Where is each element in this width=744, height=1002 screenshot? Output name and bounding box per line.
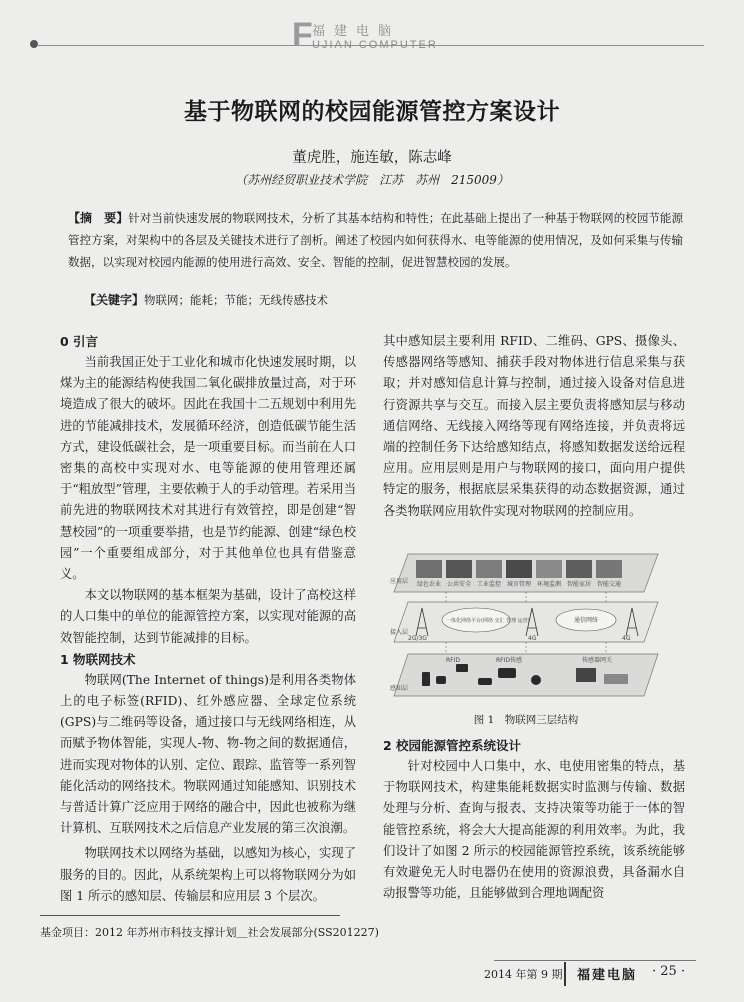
paper-title: 基于物联网的校园能源管控方案设计	[184, 99, 560, 125]
abstract-label: 【摘 要】	[68, 211, 129, 225]
journal-logo-letter: F	[292, 16, 313, 54]
application-thumbnails	[416, 560, 622, 578]
abstract	[68, 207, 683, 273]
app-thumbnail	[566, 560, 592, 578]
app-label: 环境监测	[537, 581, 562, 588]
device-icon	[478, 678, 492, 685]
figure-caption: 图 1 物联网三层结构	[473, 714, 579, 726]
app-thumbnail	[446, 560, 472, 578]
section-2-heading: 2 校园能源管控系统设计	[383, 738, 522, 753]
section-0-heading: 0 引言	[60, 334, 99, 349]
keywords-text: 物联网；能耗；节能；无线传感技术	[144, 293, 329, 307]
comm-network-label: 通信网络	[574, 617, 599, 624]
keywords	[84, 291, 684, 308]
issue-label: 2014 年第 9 期	[484, 968, 563, 981]
access-layer-label: 接入层	[390, 629, 409, 636]
device-icon	[498, 668, 516, 678]
network-platform-label: 一体化网络平台(网络 交汇 管理 运营)	[446, 618, 530, 624]
device-icon	[456, 664, 468, 672]
device-icon	[422, 672, 430, 686]
device-icon	[576, 668, 596, 682]
keywords-label: 【关键字】	[84, 293, 145, 307]
app-thumbnail	[506, 560, 532, 578]
footer-journal-name: 福建电脑	[577, 968, 638, 983]
authors: 董虎胜，施连敏，陈志峰	[292, 150, 452, 166]
app-thumbnail	[476, 560, 502, 578]
abstract-text: 针对当前快速发展的物联网技术，分析了其基本结构和特性；在此基础上提出了一种基于物联网的校园节能源管控方案，对架构中的各层及关键技术进行了剖析。阐述了校园内如何获得水、电等能源的使用情况，及如何采集与传输数据，以实现对校园内能源的使用进行高效、安全、智能的控制，促进智慧校园的发展。	[68, 211, 683, 269]
app-label: 智能家居	[567, 581, 592, 588]
header-bullet	[30, 40, 38, 48]
tower-label: 4G	[622, 635, 631, 642]
section-1-heading: 1 物联网技术	[60, 651, 136, 667]
left-column	[60, 331, 356, 907]
app-thumbnail	[536, 560, 562, 578]
paragraph: 其中感知层主要利用 RFID、二维码、GPS、摄像头、传感器网络等感知、捕获手段对物体进行信息采集与获取；并对感知信息计算与控制，通过接入设备对信息进行资源共享与交互。而接入层主要负责将感知层与移动通信网络、无线接入网络等现有网络连接，并负责将远端的控制任务下达给感知结点，将感知数据发送给远程应用。应用层则是用户与物联网的接口，面向用户提供特定的服务，根据底层采集获得的动态数据资源，通过各类物联网应用软件实现对物联网的控制应用。	[383, 334, 685, 518]
app-thumbnail	[416, 560, 442, 578]
journal-name-en: UJIAN COMPUTER	[312, 39, 438, 51]
figure-iot-architecture	[386, 544, 666, 704]
paragraph: 针对校园中人口集中，水、电使用密集的特点，基于物联网技术，构建集能耗数据实时监测与传输、数据处理与分析、查询与报表、支持决策等功能于一体的智能管控系统，将会大大提高能源的利用效率。为此，我们设计了如图 2 所示的校园能源管控系统，该系统能够有效避免无人时电器仍在使用的资源浪费，具备漏水自动报警等功能，且能够做到合理地调配资	[383, 759, 685, 901]
sensing-label: RFID	[446, 657, 461, 664]
footer-rule	[494, 960, 696, 961]
device-icon	[604, 674, 628, 684]
sensing-label: 传感器网关	[582, 657, 613, 664]
device-icon	[436, 676, 446, 684]
device-icon	[531, 675, 541, 685]
right-column-bottom	[383, 735, 685, 904]
tower-label: 2G/3G	[408, 635, 427, 642]
right-column-top	[383, 331, 685, 522]
app-label: 智能交通	[597, 581, 622, 588]
app-label: 工业监控	[477, 581, 502, 588]
app-label: 公共安全	[447, 581, 472, 588]
app-label: 绿色农业	[417, 581, 442, 588]
app-thumbnail	[596, 560, 622, 578]
application-layer-label: 应用层	[390, 578, 409, 585]
affiliation: （苏州经贸职业技术学院 江苏 苏州 215009）	[235, 173, 509, 187]
journal-name-cn: 福建电脑	[312, 24, 401, 39]
paragraph: 本文以物联网的基本框架为基础，设计了高校这样的人口集中的单位的能源管控方案，以实现对能源的高效智能控制，达到节能减排的目标。	[60, 588, 356, 645]
application-labels	[417, 580, 621, 588]
sensing-label: RFID传感	[496, 657, 523, 664]
page-number: · 25 ·	[652, 964, 686, 979]
paragraph: 物联网技术以网络为基础，以感知为核心，实现了服务的目的。因此，从系统架构上可以将物联网分为如图 1 所示的感知层、传输层和应用层 3 个层次。	[60, 846, 356, 903]
sensing-layer-label: 感知层	[390, 685, 409, 692]
paragraph: 当前我国正处于工业化和城市化快速发展时期，以煤为主的能源结构使我国二氧化碳排放量过高，对于环境造成了很大的破坏。因此在我国十二五规划中利用先进的节能减排技术，发展循环经济，创造低碳节能生活方式，建设低碳社会，是一项重要目标。而当前在人口密集的高校中实现对水、电等能源的使用管理还属于“粗放型”管理，主要依赖于人的手动管理。若采用当前先进的物联网技术对其进行有效管控，即是创建“智慧校园”的一项重要举措，也是节约能源、创建“绿色校园”一个重要组成部分，对于其他单位也具有借鉴意义。	[60, 355, 356, 582]
app-label: 城市管理	[507, 581, 532, 588]
tower-label: 4G	[528, 635, 537, 642]
funding-footnote: 基金项目：2012 年苏州市科技支撑计划＿社会发展部分(SS201227)	[40, 926, 379, 939]
footnote-rule	[40, 915, 340, 916]
footer-separator	[564, 962, 566, 986]
paragraph: 物联网(The Internet of things)是利用各类物体上的电子标签(RFID)、红外感应器、全球定位系统(GPS)与二维码等设备，通过接口与无线网络相连，从而赋予物体智能，实现人-物、物-物之间的数据通信，进而实现对物体的认别、定位、跟踪、监管等一系列智能化活动的网络技术。物联网通过知能感知、识别技术与普适计算广泛应用于网络的融合中，因此也被称为继计算机、互联网技术之后信息产业发展的第三次浪潮。	[60, 672, 356, 836]
